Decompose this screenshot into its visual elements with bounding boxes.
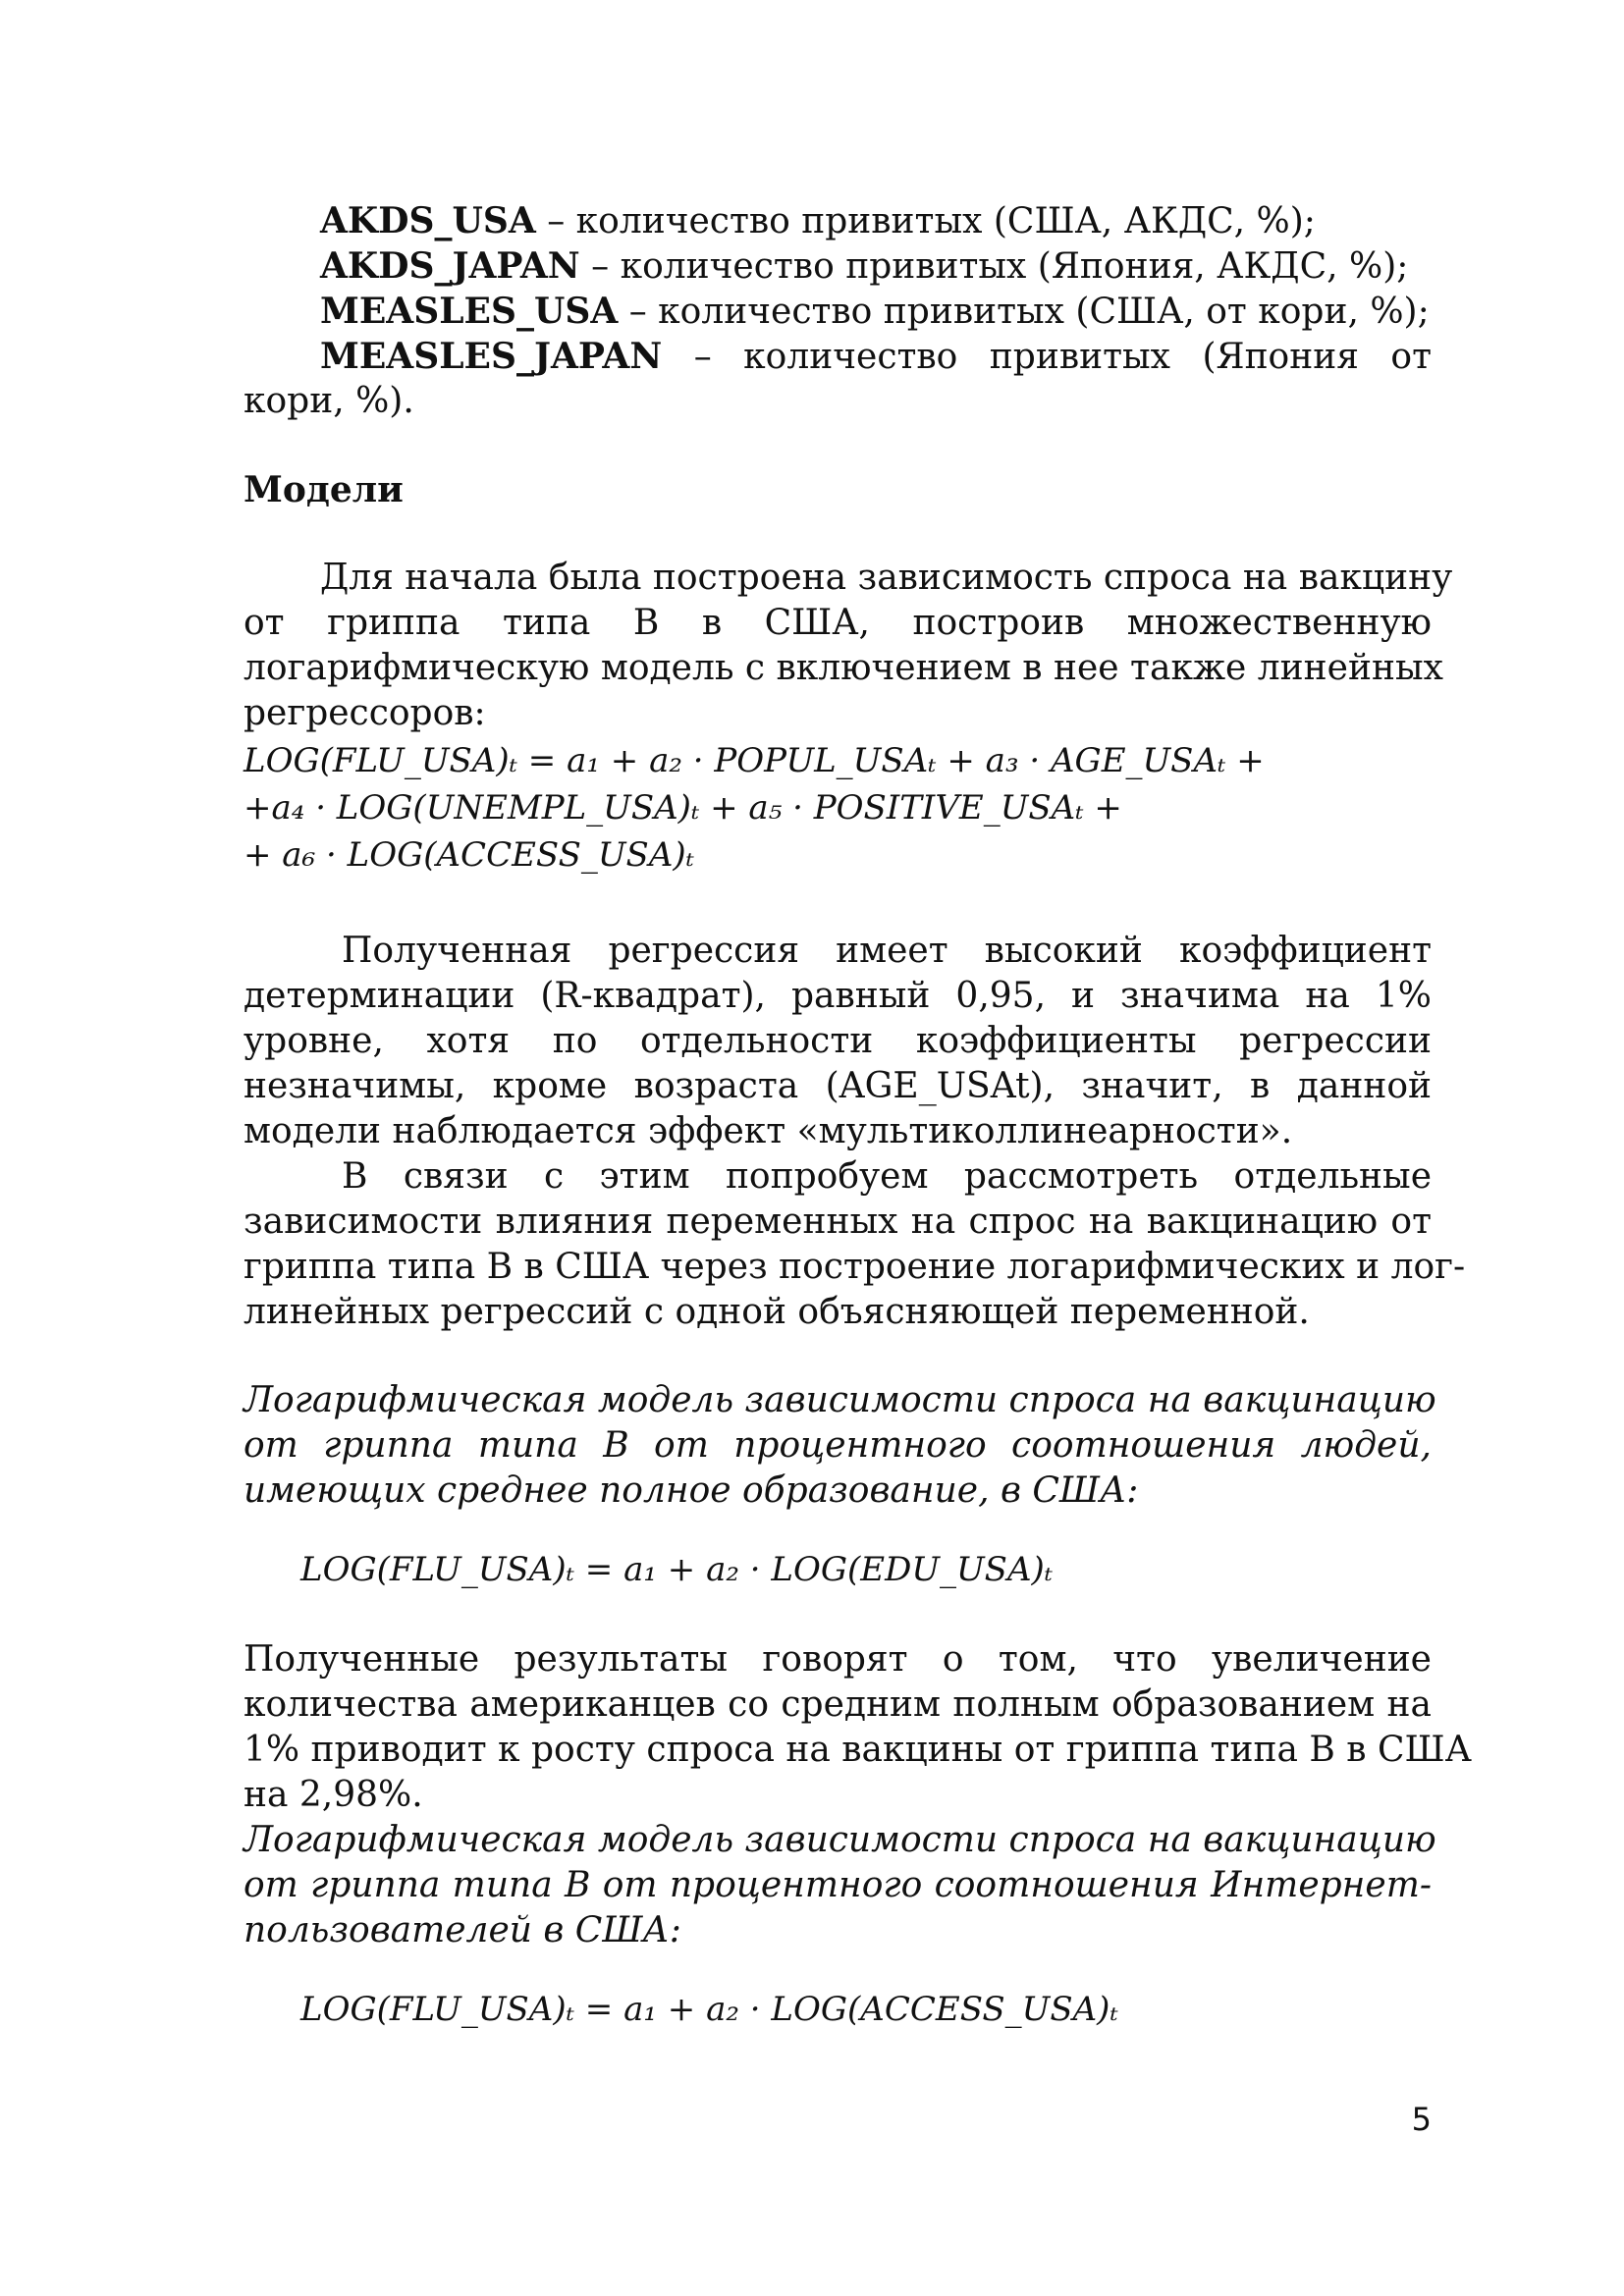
paragraph-line: количества американцев со средним полным образованием на — [244, 1684, 1432, 1725]
definition-measles-usa — [320, 289, 1432, 335]
paragraph-line: детерминации (R-квадрат), равный 0,95, и значима на 1% — [244, 976, 1432, 1016]
definition-term: MEASLES_JAPAN — [320, 336, 663, 377]
paragraph-line: логарифмическую модель с включением в нее также линейных — [244, 648, 1443, 688]
paragraph-line: незначимы, кроме возраста (AGE_USAt), значит, в данной — [244, 1066, 1432, 1106]
paragraph-line: Для начала была построена зависимость спроса на вакцину — [320, 558, 1453, 598]
definition-akds-usa — [320, 198, 1432, 244]
model-subheading-line: от гриппа типа B от процентного соотношения Интернет- — [244, 1865, 1432, 1905]
equation-line: + a₆ · LOG(ACCESS_USA)ₜ — [244, 835, 695, 875]
paragraph-line: В связи с этим попробуем рассмотреть отдельные — [342, 1156, 1432, 1197]
equation-line: +a₄ · LOG(UNEMPL_USA)ₜ + a₅ · POSITIVE_USAₜ + — [244, 788, 1122, 828]
model-subheading-line: пользователей в США: — [244, 1910, 681, 1950]
paragraph-line: от гриппа типа B в США, построив множественную — [244, 603, 1432, 643]
definition-term: AKDS_JAPAN — [320, 245, 580, 287]
paragraph-line: регрессоров: — [244, 693, 486, 733]
paragraph-line: линейных регрессий с одной объясняющей переменной. — [244, 1292, 1310, 1332]
equation-access: LOG(FLU_USA)ₜ = a₁ + a₂ · LOG(ACCESS_USA)ₜ — [300, 1990, 1118, 2029]
definition-akds-japan — [320, 243, 1432, 290]
definition-text: – количество привитых (Япония, АКДС, %); — [579, 246, 1409, 287]
section-heading: Модели — [244, 469, 404, 510]
paragraph-line: Полученные результаты говорят о том, что увеличение — [244, 1639, 1432, 1680]
paragraph-line: уровне, хотя по отдельности коэффициенты регрессии — [244, 1021, 1432, 1061]
equation-line: LOG(FLU_USA)ₜ = a₁ + a₂ · POPUL_USAₜ + a₃ · AGE_USAₜ + — [244, 741, 1265, 780]
definition-term: AKDS_USA — [320, 200, 536, 241]
definition-continuation: кори, %). — [244, 381, 414, 421]
paragraph-line: зависимости влияния переменных на спрос на вакцинацию от — [244, 1201, 1432, 1242]
paragraph-line: Полученная регрессия имеет высокий коэффициент — [342, 931, 1432, 971]
model-subheading-line: от гриппа типа B от процентного соотношения людей, — [244, 1425, 1432, 1466]
definition-text: – количество привитых (США, от кори, %); — [618, 292, 1430, 332]
paragraph-line: 1% приводит к росту спроса на вакцины от гриппа типа B в США — [244, 1730, 1472, 1770]
model-subheading-line: Логарифмическая модель зависимости спроса на вакцинацию — [244, 1380, 1436, 1420]
definition-text: – количество привитых (США, АКДС, %); — [535, 201, 1316, 241]
equation-edu: LOG(FLU_USA)ₜ = a₁ + a₂ · LOG(EDU_USA)ₜ — [300, 1550, 1054, 1589]
definition-measles-japan — [320, 334, 1432, 380]
definition-text: – количество привитых (Япония от — [662, 337, 1432, 377]
paragraph-line: гриппа типа B в США через построение логарифмических и лог- — [244, 1247, 1466, 1287]
definition-term: MEASLES_USA — [320, 291, 619, 332]
paragraph-line: модели наблюдается эффект «мультиколлинеарности». — [244, 1111, 1293, 1151]
page-number: 5 — [1411, 2101, 1432, 2138]
model-subheading-line: Логарифмическая модель зависимости спроса на вакцинацию — [244, 1820, 1436, 1860]
paragraph-line: на 2,98%. — [244, 1775, 423, 1815]
model-subheading-line: имеющих среднее полное образование, в США: — [244, 1470, 1139, 1511]
